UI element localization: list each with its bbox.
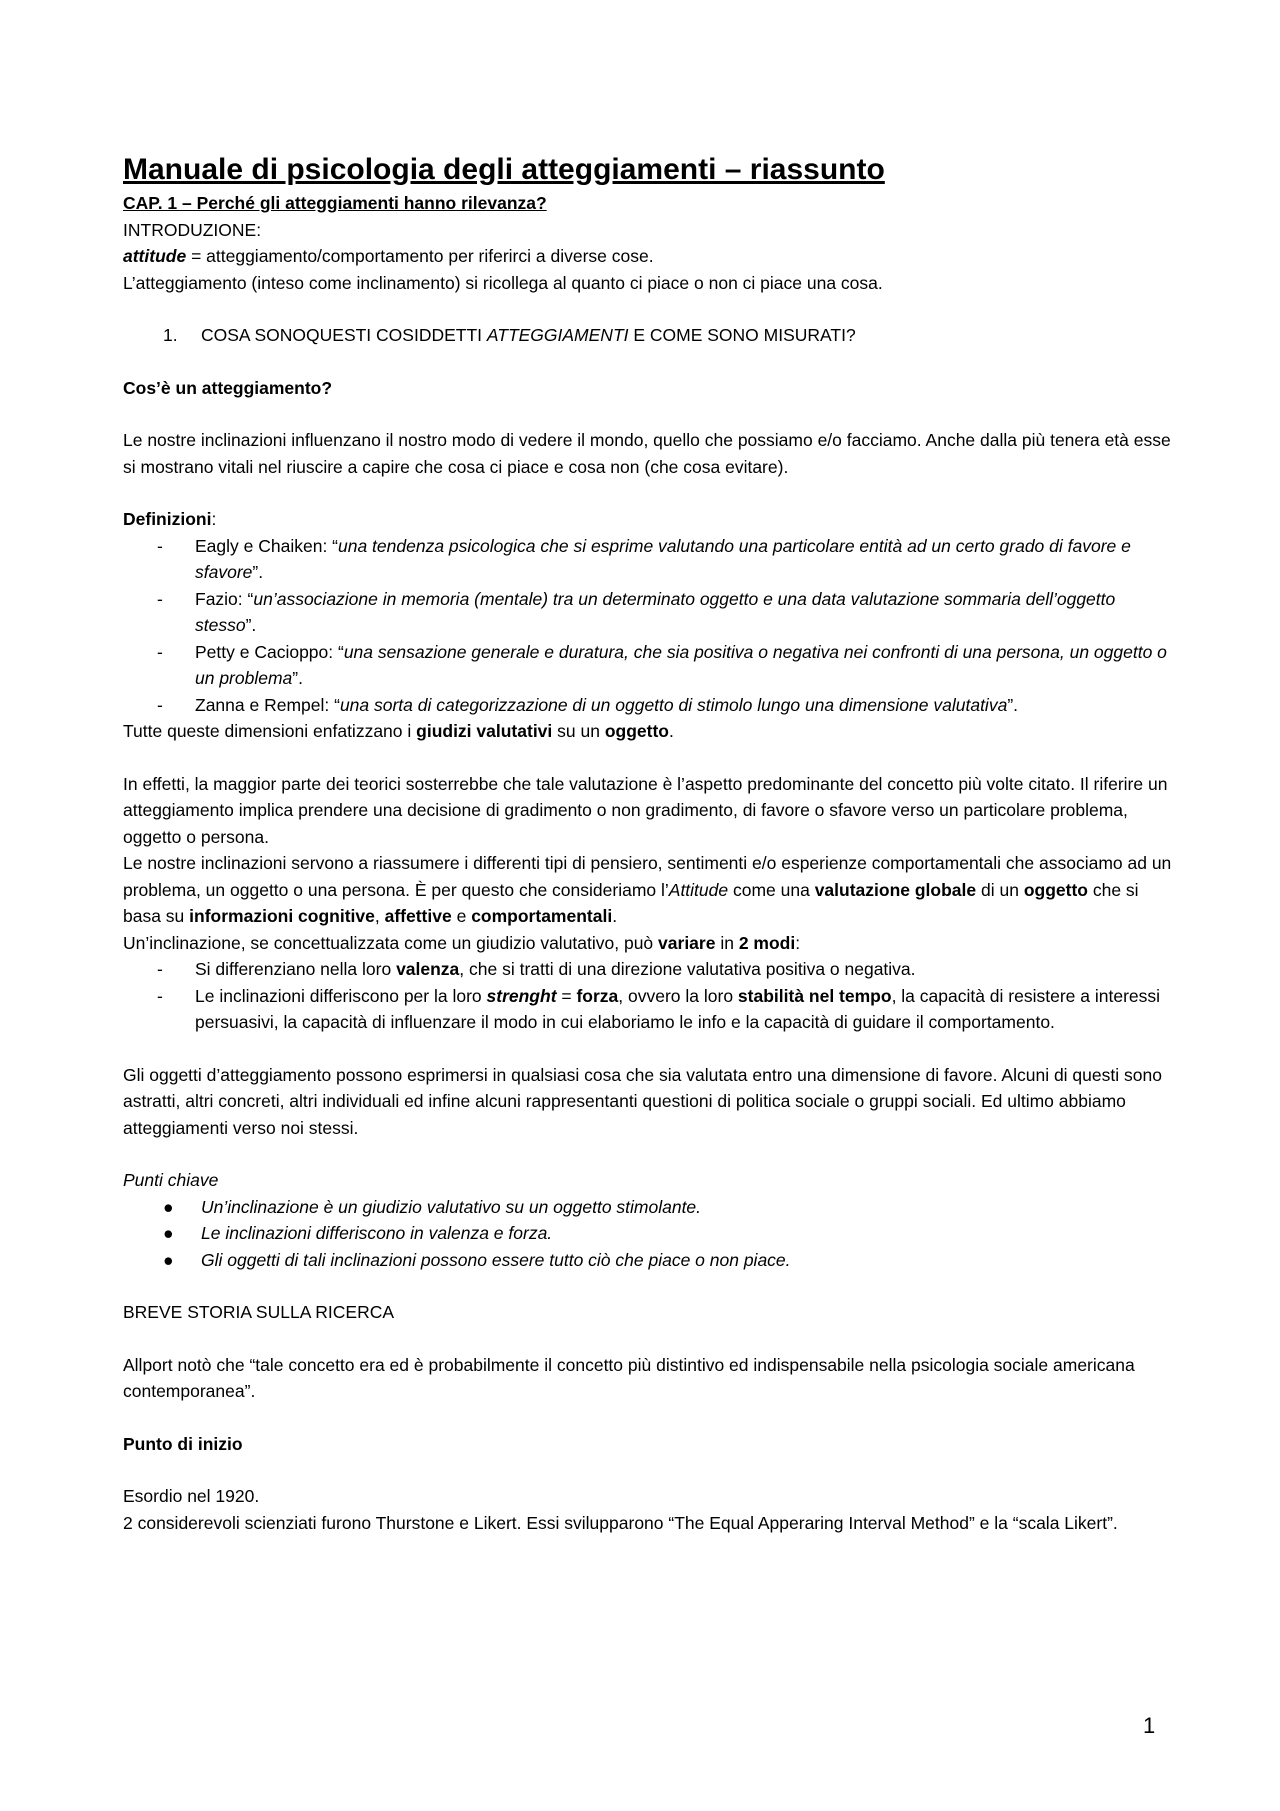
- attitude-term: attitude: [123, 246, 187, 266]
- key-point-item: ● Gli oggetti di tali inclinazioni possono essere tutto ciò che piace o non piace.: [163, 1247, 1173, 1274]
- start-line-2: 2 considerevoli scienziati furono Thurstone e Likert. Essi svilupparono “The Equal Apperaring Interval Method” e la “scala Likert”.: [123, 1512, 1118, 1533]
- page-number: 1: [1143, 1713, 1156, 1738]
- effects-paragraph-3: Un’inclinazione, se concettualizzata come un giudizio valutativo, può variare in 2 modi:: [123, 932, 801, 953]
- document-body: [123, 150, 1173, 1536]
- history-paragraph: Allport notò che “tale concetto era ed è probabilmente il concetto più distintivo ed indispensabile nella psicologia sociale americana contemporanea”.: [123, 1354, 1135, 1401]
- intro-line-1: attitude = atteggiamento/comportamento per riferirci a diverse cose.: [123, 246, 654, 266]
- effects-paragraph-1: In effetti, la maggior parte dei teorici sosterrebbe che tale valutazione è l’aspetto predominante del concetto più volte citato. Il riferire un atteggiamento implica prendere una decisione di gradimento o non gradimento, di favore o sfavore verso un particolare problema, oggetto o persona.: [123, 773, 1168, 847]
- key-point-item: ● Le inclinazioni differiscono in valenza e forza.: [163, 1220, 1173, 1247]
- intro-heading: INTRODUZIONE:: [123, 219, 262, 240]
- section-1-heading: 1. COSA SONOQUESTI COSIDDETTI ATTEGGIAMENTI E COME SONO MISURATI?: [163, 325, 856, 345]
- variation-item: - Si differenziano nella loro valenza, che si tratti di una direzione valutativa positiva o negativa.: [157, 959, 916, 979]
- key-point-item: ● Un’inclinazione è un giudizio valutativo su un oggetto stimolante.: [163, 1194, 1173, 1221]
- bullet-icon: ●: [163, 1223, 174, 1243]
- effects-paragraph-2: Le nostre inclinazioni servono a riassumere i differenti tipi di pensiero, sentimenti e/o esperienze comportamentali che associamo ad un problema, un oggetto o una persona. È per questo che consideriamo l’Attitude come una valutazione globale di un oggetto che si basa su informazioni cognitive, affettive e comportamentali.: [123, 853, 1172, 926]
- definitions-summary: Tutte queste dimensioni enfatizzano i giudizi valutativi su un oggetto.: [123, 721, 674, 741]
- definition-item: - Petty e Cacioppo: “una sensazione generale e duratura, che sia positiva o negativa nei confronti di una persona, un oggetto o un problema”.: [157, 641, 1167, 688]
- intro-line-2: L’atteggiamento (inteso come inclinamento) si ricollega al quanto ci piace o non ci piace una cosa.: [123, 272, 883, 293]
- document-title: Manuale di psicologia degli atteggiamenti – riassunto: [123, 153, 885, 186]
- definitions-heading: Definizioni:: [123, 509, 217, 529]
- start-heading: Punto di inizio: [123, 1433, 243, 1454]
- bullet-icon: ●: [163, 1196, 174, 1217]
- start-line-1: Esordio nel 1920.: [123, 1486, 260, 1506]
- bullet-icon: ●: [163, 1249, 174, 1270]
- definition-item: - Fazio: “un’associazione in memoria (mentale) tra un determinato oggetto e una data valutazione sommaria dell’oggetto stesso”.: [157, 588, 1116, 635]
- objects-paragraph: Gli oggetti d’atteggiamento possono esprimersi in qualsiasi cosa che sia valutata entro una dimensione di favore. Alcuni di questi sono astratti, altri concreti, altri individuali ed infine alcuni rappresentanti questioni di politica sociale o gruppi sociali. Ed ultimo abbiamo atteggiamenti verso noi stessi.: [123, 1064, 1162, 1138]
- definition-item: - Eagly e Chaiken: “una tendenza psicologica che si esprime valutando una particolare entità ad un certo grado di favore e sfavore”.: [157, 535, 1131, 582]
- definition-item: - Zanna e Rempel: “una sorta di categorizzazione di un oggetto di stimolo lungo una dimensione valutativa”.: [157, 694, 1019, 715]
- what-is-paragraph: Le nostre inclinazioni influenzano il nostro modo di vedere il mondo, quello che possiamo e/o facciamo. Anche dalla più tenera età esse si mostrano vitali nel riuscire a capire che cosa ci piace e cosa non (che cosa evitare).: [123, 430, 1171, 477]
- history-heading: BREVE STORIA SULLA RICERCA: [123, 1302, 395, 1322]
- key-points-heading: Punti chiave: [123, 1170, 219, 1190]
- variation-item: - Le inclinazioni differiscono per la loro strenght = forza, ovvero la loro stabilità nel tempo, la capacità di resistere a interessi persuasivi, la capacità di influenzare il modo in cui elaboriamo le info e la capacità di guidare il comportamento.: [157, 985, 1161, 1032]
- what-is-heading: Cos’è un atteggiamento?: [123, 377, 333, 398]
- chapter-heading: CAP. 1 – Perché gli atteggiamenti hanno rilevanza?: [123, 193, 547, 213]
